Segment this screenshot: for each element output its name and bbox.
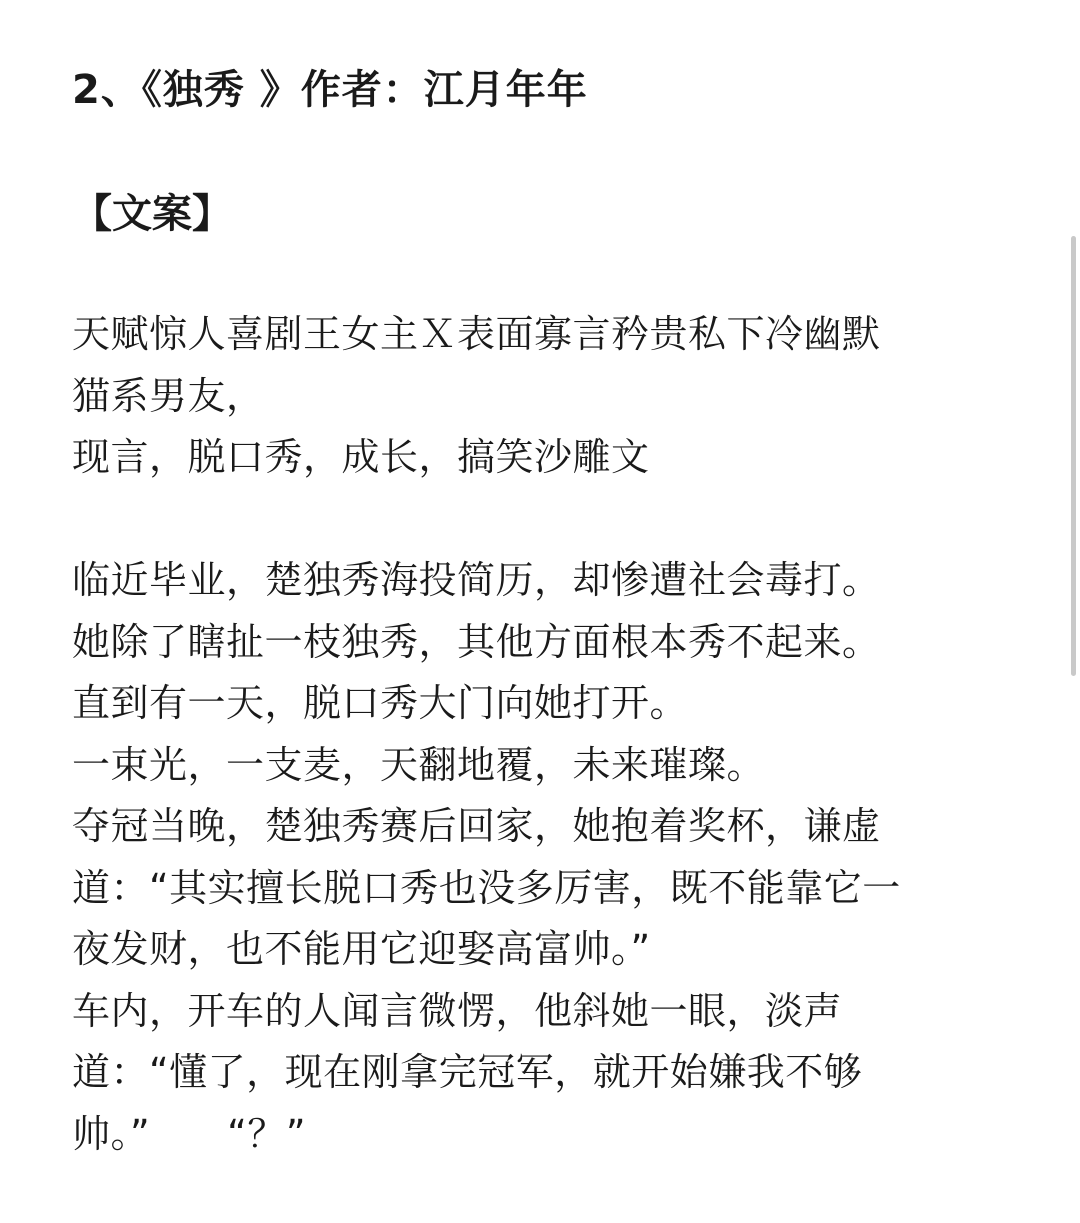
body-line: 直到有一天，脱口秀大门向她打开。	[72, 681, 689, 725]
vertical-scrollbar[interactable]	[1071, 236, 1076, 676]
body-line: 临近毕业，楚独秀海投简历，却惨遭社会毒打。	[72, 558, 881, 602]
intro-line: 现言，脱口秀，成长，搞笑沙雕文	[72, 435, 650, 479]
body-line: 她除了瞎扯一枝独秀，其他方面根本秀不起来。	[72, 619, 881, 664]
body-line: 道：“其实擅长脱口秀也没多厉害，既不能靠它一	[72, 865, 901, 910]
body-line: 车内，开车的人闻言微愣，他斜她一眼，淡声	[72, 988, 843, 1033]
body-line: 帅。” “？”	[72, 1111, 307, 1156]
section-heading-synopsis: 【文案】	[72, 191, 232, 237]
book-title: 2、《独秀 》作者：江月年年	[72, 67, 588, 113]
synopsis-body	[72, 550, 1032, 1165]
body-line: 道：“懂了，现在刚拿完冠军，就开始嫌我不够	[72, 1050, 863, 1094]
synopsis-intro	[72, 304, 1032, 489]
body-line: 夜发财，也不能用它迎娶高富帅。”	[72, 927, 651, 971]
intro-line: 天赋惊人喜剧王女主Ｘ表面寡言矜贵私下冷幽默	[72, 312, 881, 356]
intro-line: 猫系男友，	[72, 373, 265, 418]
body-line: 夺冠当晚，楚独秀赛后回家，她抱着奖杯，谦虚	[72, 804, 881, 848]
body-line: 一束光，一支麦，天翻地覆，未来璀璨。	[72, 742, 766, 787]
